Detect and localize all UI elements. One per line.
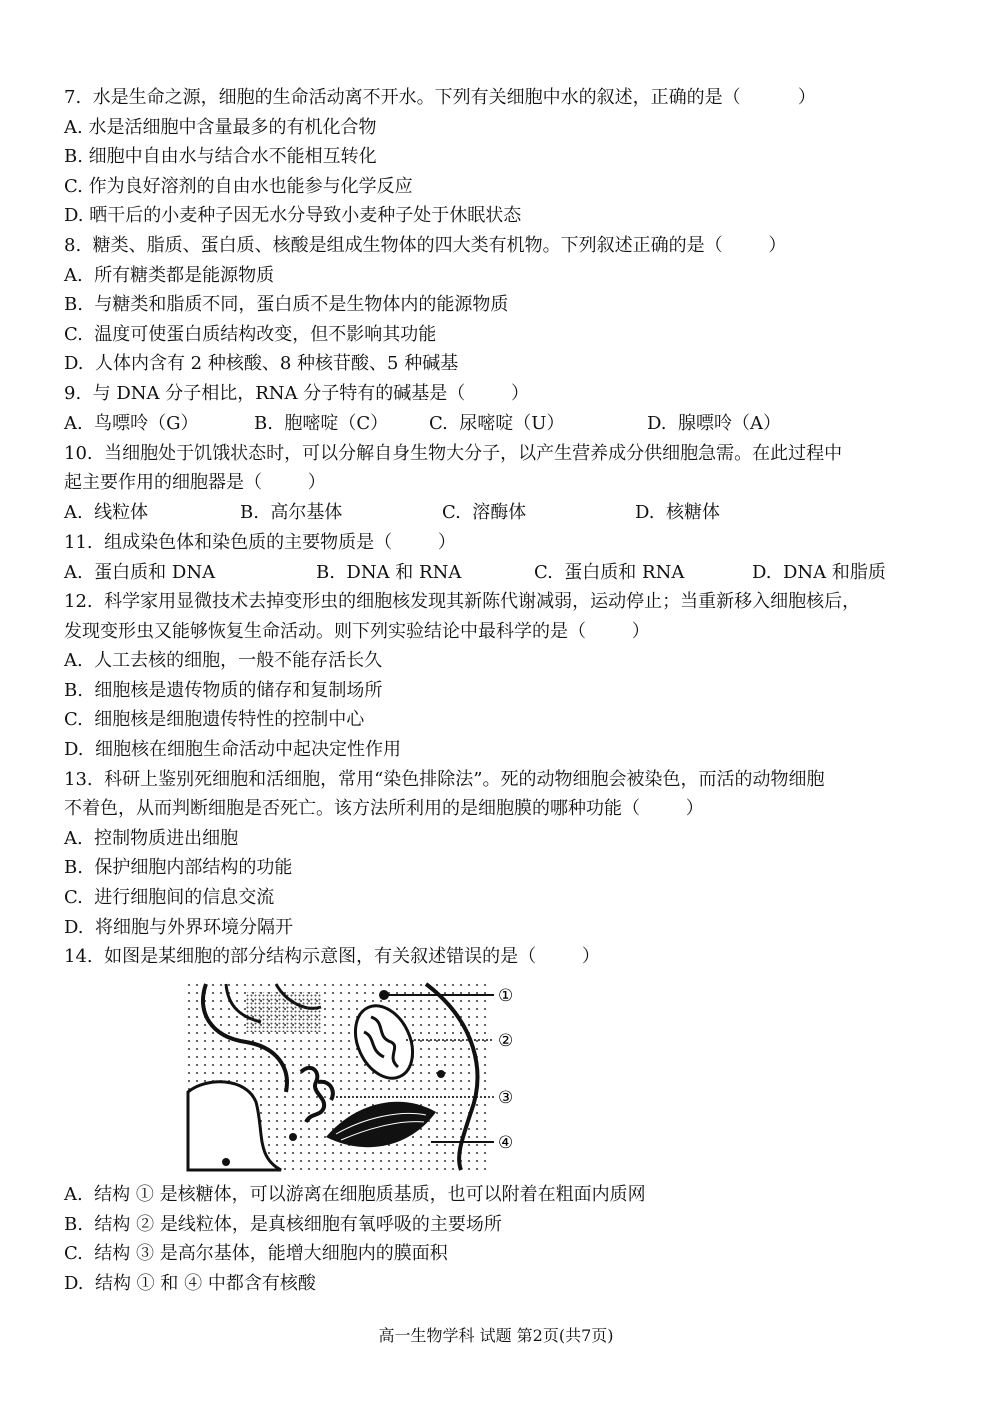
- question-14-option-d: D. 结构 ① 和 ④ 中都含有核酸: [64, 1273, 316, 1294]
- question-7-stem: 7. 水是生命之源，细胞的生命活动离不开水。下列有关细胞中水的叙述，正确的是（ ）: [64, 87, 816, 108]
- question-13-option-a: A. 控制物质进出细胞: [64, 828, 239, 849]
- question-8-option-c: C. 温度可使蛋白质结构改变，但不影响其功能: [64, 324, 437, 345]
- label-3: ③: [498, 1088, 514, 1108]
- ribosome-dot-3: [222, 1158, 230, 1166]
- question-14-option-c: C. 结构 ③ 是高尔基体，能增大细胞内的膜面积: [64, 1243, 448, 1264]
- question-7-option-d: D. 晒干后的小麦种子因无水分导致小麦种子处于休眠状态: [64, 205, 522, 226]
- label-4: ④: [498, 1133, 514, 1153]
- question-10-stem: 10. 当细胞处于饥饿状态时，可以分解自身生物大分子，以产生营养成分供细胞急需。在此过程中: [64, 443, 843, 464]
- question-12-option-a: A. 人工去核的细胞，一般不能存活长久: [64, 650, 383, 671]
- question-10-options: [64, 502, 924, 524]
- question-8-stem: 8. 糖类、脂质、蛋白质、核酸是组成生物体的四大类有机物。下列叙述正确的是（ ）: [64, 235, 787, 256]
- question-11-option-c: C. 蛋白质和 RNA: [534, 562, 685, 583]
- question-11-option-a: A. 蛋白质和 DNA: [64, 562, 216, 583]
- question-10-option-a: A. 线粒体: [64, 502, 149, 523]
- er-stipple: [246, 992, 321, 1032]
- question-12-stem-continued: 发现变形虫又能够恢复生命活动。则下列实验结论中最科学的是（ ）: [64, 621, 650, 642]
- question-12-option-d: D. 细胞核在细胞生命活动中起决定性作用: [64, 739, 401, 760]
- question-9-options: [64, 413, 924, 435]
- question-12-option-b: B. 细胞核是遗传物质的储存和复制场所: [64, 680, 383, 701]
- question-10-option-b: B. 高尔基体: [240, 502, 343, 523]
- question-10-option-c: C. 溶酶体: [442, 502, 527, 523]
- cell-structure-diagram: [186, 982, 526, 1172]
- question-10-stem-continued: 起主要作用的细胞器是（ ）: [64, 472, 326, 493]
- question-8-option-d: D. 人体内含有 2 种核酸、8 种核苷酸、5 种碱基: [64, 353, 459, 374]
- question-9-option-a: A. 鸟嘌呤（G）: [64, 413, 199, 434]
- question-7-option-b: B. 细胞中自由水与结合水不能相互转化: [64, 146, 377, 167]
- question-8-option-b: B. 与糖类和脂质不同，蛋白质不是生物体内的能源物质: [64, 294, 509, 315]
- question-7-option-a: A. 水是活细胞中含量最多的有机化合物: [64, 117, 377, 138]
- question-8-option-a: A. 所有糖类都是能源物质: [64, 265, 275, 286]
- label-2: ②: [498, 1031, 514, 1051]
- question-13-stem-continued: 不着色，从而判断细胞是否死亡。该方法所利用的是细胞膜的哪种功能（ ）: [64, 798, 704, 819]
- question-7-option-c: C. 作为良好溶剂的自由水也能参与化学反应: [64, 176, 413, 197]
- question-11-option-b: B. DNA 和 RNA: [316, 562, 462, 583]
- question-9-stem: 9. 与 DNA 分子相比，RNA 分子特有的碱基是（ ）: [64, 383, 530, 404]
- question-10-option-d: D. 核糖体: [635, 502, 720, 523]
- question-13-option-d: D. 将细胞与外界环境分隔开: [64, 917, 293, 938]
- cell-structure-figure: [186, 982, 526, 1172]
- question-12-stem: 12. 科学家用显微技术去掉变形虫的细胞核发现其新陈代谢减弱，运动停止；当重新移入细胞核后，: [64, 591, 861, 612]
- ribosome-dot: [437, 1070, 445, 1078]
- question-13-option-b: B. 保护细胞内部结构的功能: [64, 857, 293, 878]
- question-11-option-d: D. DNA 和脂质: [752, 562, 886, 583]
- question-13-stem: 13. 科研上鉴别死细胞和活细胞，常用“染色排除法”。死的动物细胞会被染色，而活的动物细胞: [64, 769, 825, 790]
- question-13-option-c: C. 进行细胞间的信息交流: [64, 887, 275, 908]
- question-11-options: [64, 562, 924, 584]
- question-14-stem: 14. 如图是某细胞的部分结构示意图，有关叙述错误的是（ ）: [64, 946, 600, 967]
- question-9-option-b: B. 胞嘧啶（C）: [254, 413, 389, 434]
- question-9-option-c: C. 尿嘧啶（U）: [429, 413, 565, 434]
- question-12-option-c: C. 细胞核是细胞遗传特性的控制中心: [64, 709, 365, 730]
- ribosome-dot-2: [289, 1133, 297, 1141]
- page-footer: 高一生物学科 试题 第2页(共7页): [378, 1326, 614, 1345]
- question-11-stem: 11. 组成染色体和染色质的主要物质是（ ）: [64, 532, 456, 553]
- question-9-option-d: D. 腺嘌呤（A）: [647, 413, 781, 434]
- question-14-option-b: B. 结构 ② 是线粒体，是真核细胞有氧呼吸的主要场所: [64, 1214, 502, 1235]
- label-1: ①: [498, 986, 514, 1006]
- question-14-option-a: A. 结构 ① 是核糖体，可以游离在细胞质基质，也可以附着在粗面内质网: [64, 1184, 646, 1205]
